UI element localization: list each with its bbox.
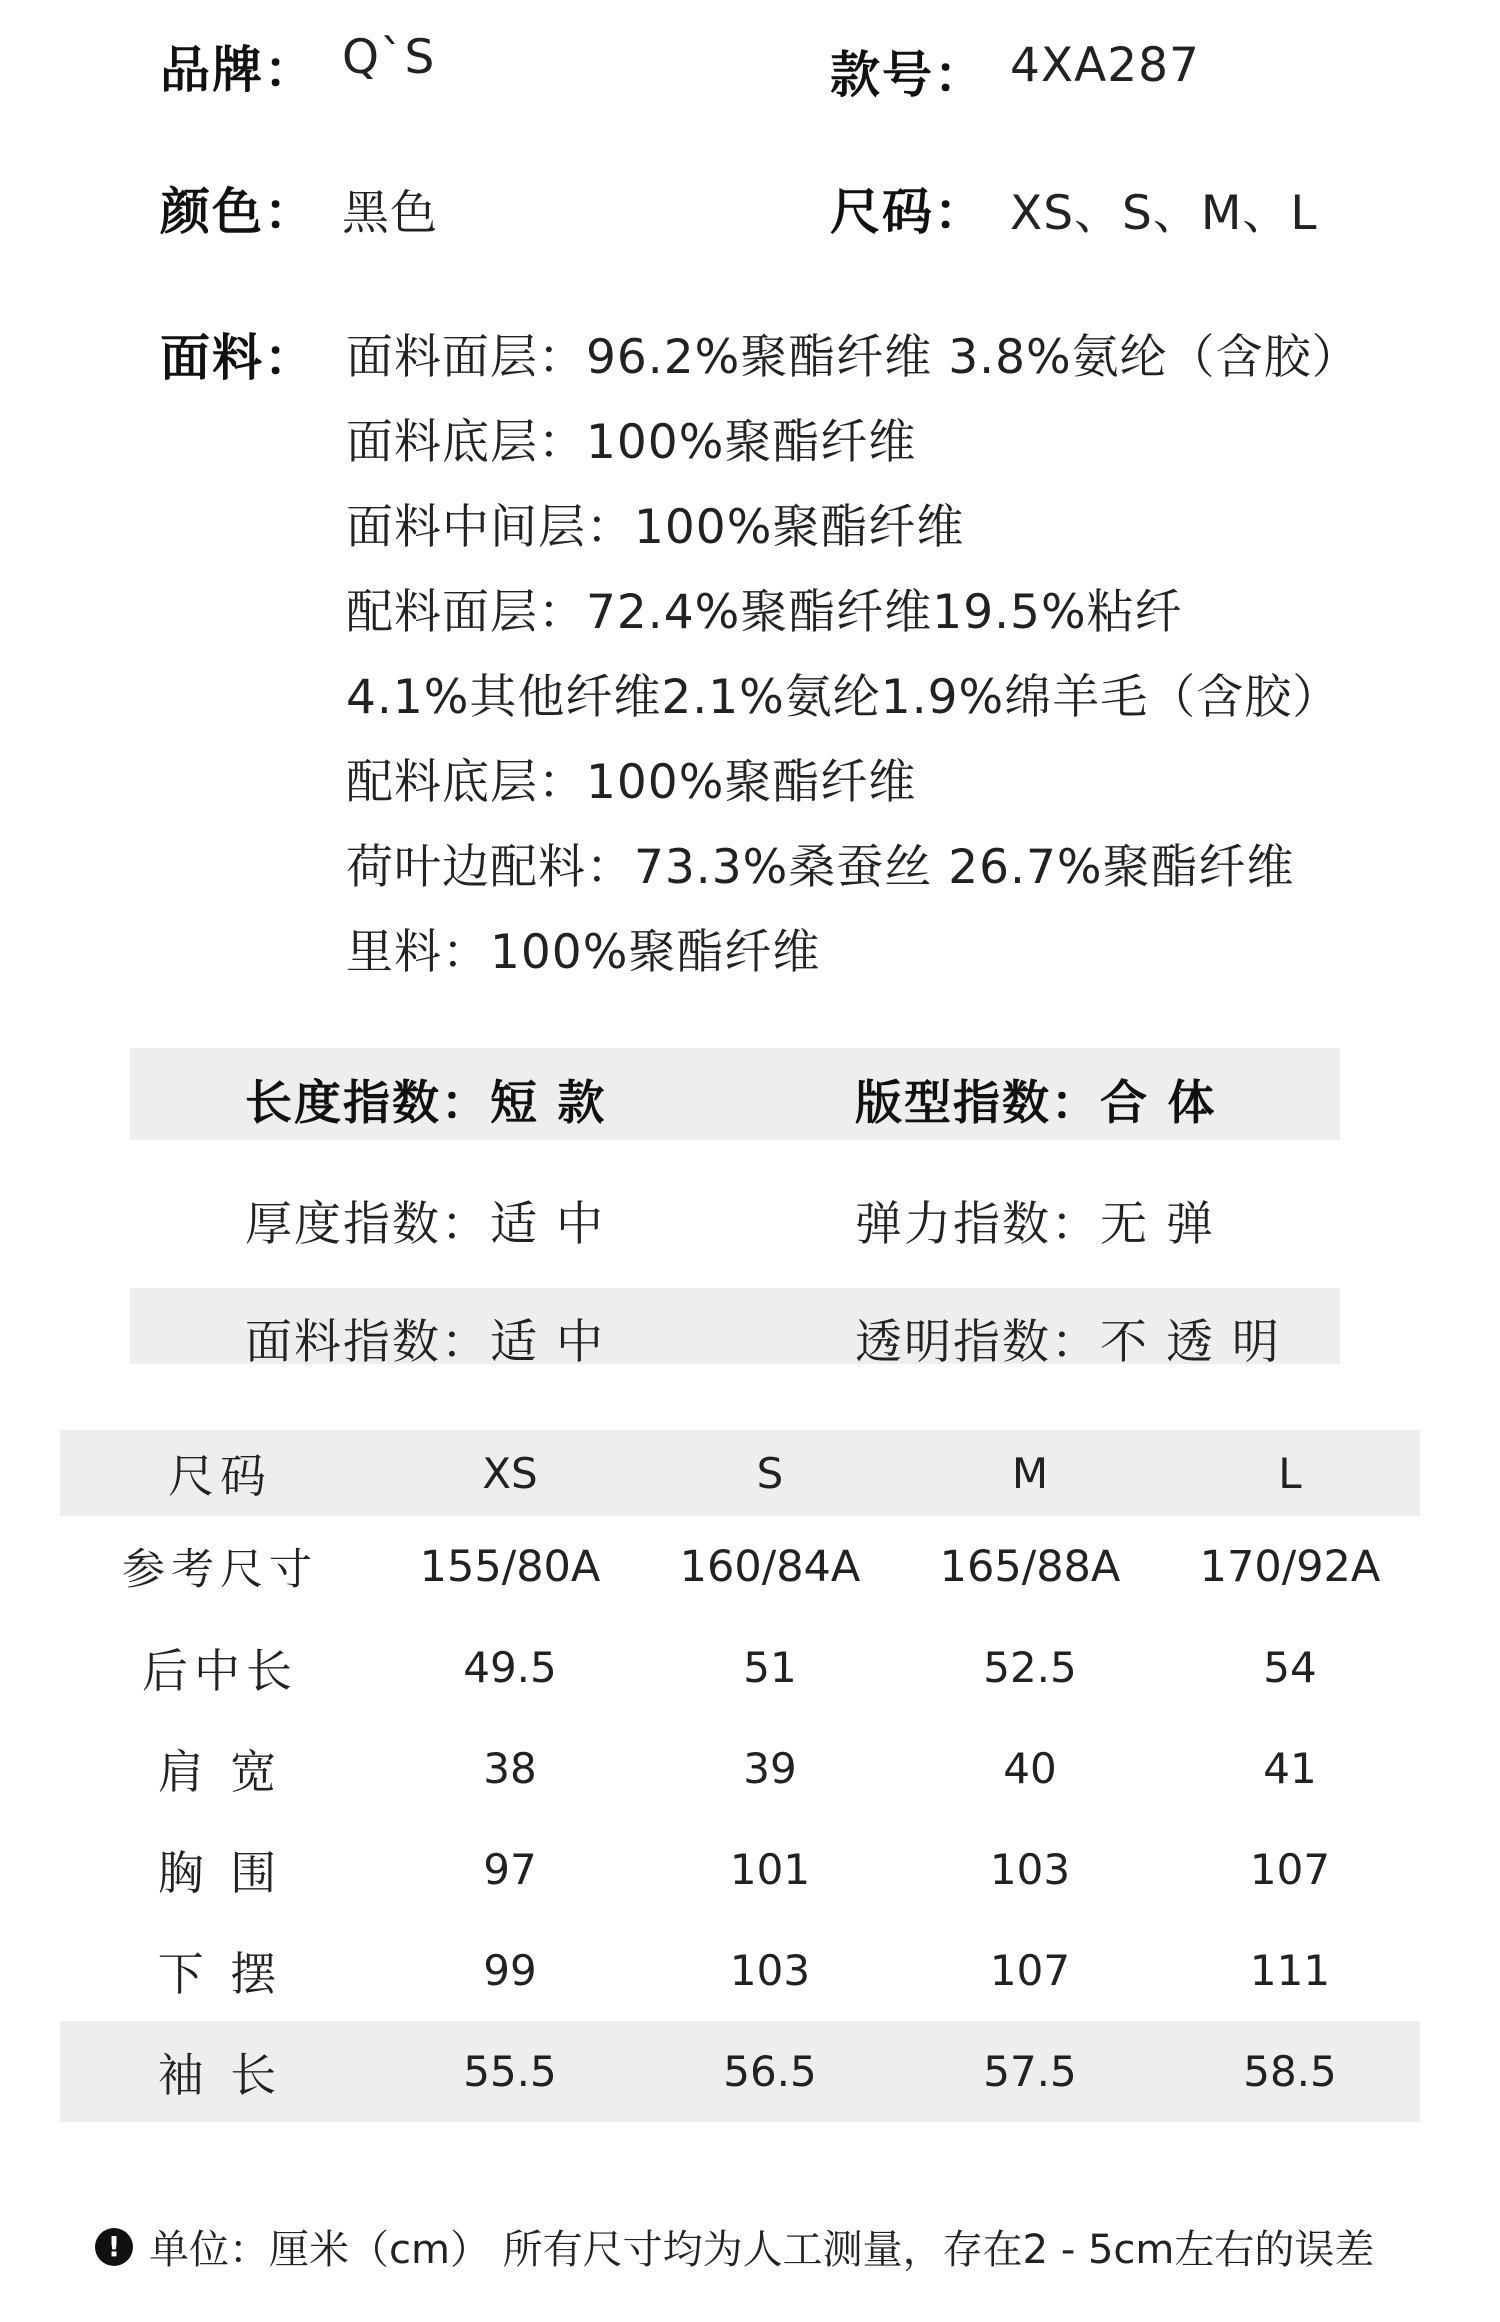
measurement-note [95,2218,1374,2275]
table-cell: 101 [729,1845,811,1894]
table-cell: 40 [1003,1744,1057,1793]
table-cell: 103 [729,1946,811,1995]
column-header: XS [380,1430,640,1516]
table-cell: 39 [743,1744,797,1793]
fabric-line: 配料底层：100%聚酯纤维 [346,755,917,810]
exclamation-icon: ! [95,2228,133,2266]
fabric-line: 4.1%其他纤维2.1%氨纶1.9%绵羊毛（含胶） [346,670,1341,725]
column-header: 尺码 [60,1430,380,1516]
size-label: 尺码： [830,183,986,241]
row-label: 肩 宽 [157,1744,283,1799]
fabric-line: 里料：100%聚酯纤维 [346,925,821,980]
thickness-index: 厚度指数：适 中 [245,1197,605,1252]
row-label: 胸 围 [157,1845,283,1900]
brand-value: Q`S [342,30,436,85]
table-cell: 111 [1249,1946,1331,1995]
table-row [60,1920,1420,2021]
fabric-line: 配料面层：72.4%聚酯纤维19.5%粘纤 [346,585,1183,640]
table-cell: 107 [989,1946,1071,1995]
fabric-label: 面料： [160,329,316,387]
table-cell: 51 [743,1643,797,1692]
table-cell: 49.5 [463,1643,557,1692]
fabric-line: 面料底层：100%聚酯纤维 [346,415,917,470]
elasticity-index: 弹力指数：无 弹 [855,1197,1215,1252]
table-row [60,1516,1420,1617]
style-number-label: 款号： [830,46,986,104]
fabric-line: 面料面层：96.2%聚酯纤维 3.8%氨纶（含胶） [346,330,1360,385]
table-cell: 38 [483,1744,537,1793]
row-label: 后中长 [142,1643,298,1698]
table-cell: 155/80A [419,1541,601,1592]
table-cell: 103 [989,1845,1071,1894]
table-row [60,2021,1420,2122]
color-value: 黑色 [342,186,438,241]
table-row [60,1819,1420,1920]
fit-index: 版型指数：合 体 [855,1076,1217,1131]
table-cell: 41 [1263,1744,1317,1793]
table-cell: 55.5 [380,2021,640,2122]
table-row [60,1718,1420,1819]
table-row [60,1617,1420,1718]
row-label: 下 摆 [157,1946,283,2001]
table-cell: 160/84A [679,1541,861,1592]
size-value: XS、S、M、L [1010,186,1318,241]
note-text: 单位：厘米（cm） 所有尺寸均为人工测量，存在2 - 5cm左右的误差 [149,2227,1375,2273]
size-table [60,1430,1420,2122]
length-index: 长度指数：短 款 [245,1076,607,1131]
table-cell: 57.5 [900,2021,1160,2122]
table-header-row [60,1430,1420,1516]
table-cell: 107 [1249,1845,1331,1894]
column-header: S [640,1430,900,1516]
brand-label: 品牌： [160,41,316,99]
fabric-index: 面料指数：适 中 [245,1315,605,1370]
row-label: 袖 长 [60,2021,380,2122]
fabric-line: 面料中间层：100%聚酯纤维 [346,500,965,555]
table-cell: 52.5 [983,1643,1077,1692]
fabric-line: 荷叶边配料：73.3%桑蚕丝 26.7%聚酯纤维 [346,840,1295,895]
transparency-index: 透明指数：不 透 明 [855,1315,1281,1370]
table-cell: 170/92A [1199,1541,1381,1592]
table-cell: 165/88A [939,1541,1121,1592]
column-header: M [900,1430,1160,1516]
table-cell: 97 [483,1845,537,1894]
row-label: 参考尺寸 [122,1545,318,1595]
table-cell: 58.5 [1160,2021,1420,2122]
column-header: L [1160,1430,1420,1516]
table-cell: 54 [1263,1643,1317,1692]
table-cell: 99 [483,1946,537,1995]
table-cell: 56.5 [640,2021,900,2122]
style-number-value: 4XA287 [1010,38,1200,93]
color-label: 颜色： [160,183,316,241]
